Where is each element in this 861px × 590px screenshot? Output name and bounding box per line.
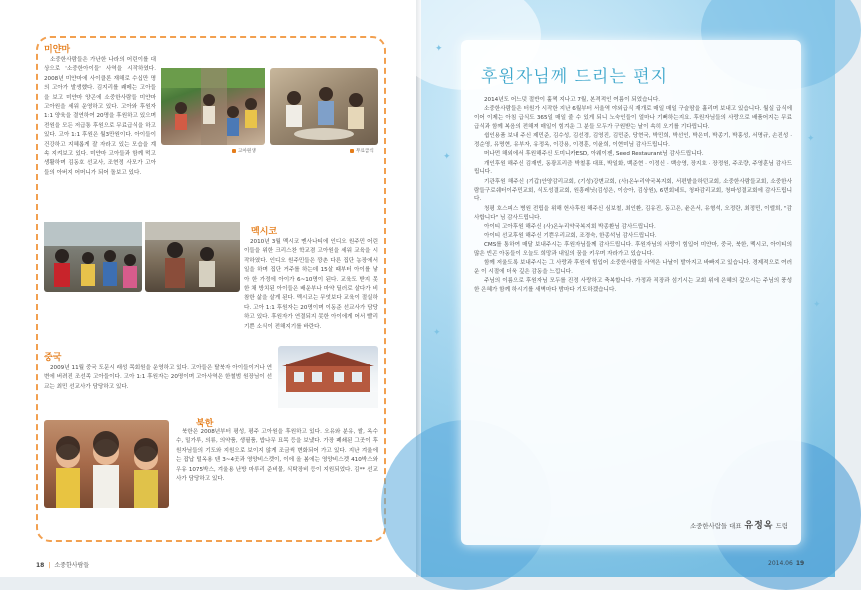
photo-mexico-family xyxy=(145,222,240,292)
photo-myanmar-orphans-art xyxy=(161,68,265,145)
page-footer-right xyxy=(768,560,804,567)
page-number-left: 18 xyxy=(36,562,45,569)
left-page xyxy=(0,0,416,577)
star-icon: ✦ xyxy=(807,134,815,144)
letter-body xyxy=(474,96,792,488)
caption-meal xyxy=(350,148,374,154)
section-text-mexico-upper: 2010년 3월 멕시코 멘사나티에 인디오 원주민 어린이들을 위한 크리스찬 학교겸 고아원을 세워 교육을 시작하였다. 인디오 원주민들은 깡촌 다른 집단 농장에서 일을 하며 집단 거주를 하는데 15살 때부터 아이를 낳아 한 가정에 아이가 6~10명이 된다. 교육도 받지 못한 채 방치된 아이들은 배운부나 마약 딜러로 살다가 비참한 삶을 살게 된다. 멕시코는 무엇보다 교육이 절실하다. 고아 1:1 후원자는 20명이며 이동준 선교사가 담당하고 있다. 후원자가 연결되지 못한 아이에게 어서 빨리 기쁜 소식이 전해지기를 바란다. xyxy=(244,239,378,330)
section-title-northkorea: 북한 xyxy=(196,419,214,429)
section-title-mexico: 멕시코 xyxy=(251,227,278,237)
footer-label-right: 2014.06 xyxy=(768,560,793,567)
letter-title: 후원자님께 드리는 편지 xyxy=(481,67,669,87)
section-text-china: 2009년 11월 중국 도문시 래성 목회원을 운영하고 있다. 고아들은 탈북자 아이들이거나 연변에 버려진 조선족 고아들이다. 고아 1:1 후원자는 20명이며 고아사역은 한철범 원장님이 선교는 최민 선교사가 담당하고 있다. xyxy=(44,365,272,390)
caption-dot-icon xyxy=(350,149,354,153)
letter-paragraph: CMS를 통하여 매달 보내주시는 후원자님들께 감사드립니다. 후원자님의 사랑이 힘입어 미얀마, 중국, 북한, 멕시코, 아이티의 많은 빈곤 아동들이 오늘도 희망과 내일의 꿈을 키우며 자라가고 있습니다. xyxy=(474,242,792,258)
photo-myanmar-orphans xyxy=(161,68,265,145)
photo-northkorea-children xyxy=(44,420,169,508)
photo-myanmar-meal xyxy=(270,68,378,145)
letter-paragraph: 아이티 고아후원 해주신 (사)온누리약국복지회 박종환님 감사드립니다. xyxy=(484,223,656,230)
star-icon: ✦ xyxy=(443,152,451,162)
photo-mexico-family-art xyxy=(145,222,240,292)
letter-paragraph: 2014년도 어느덧 절반이 훌쩍 지나고 7월, 본격적인 여름이 되었습니다. xyxy=(484,97,661,103)
section-text-mexico-lower xyxy=(44,294,378,340)
star-icon: ✦ xyxy=(813,300,821,310)
letter-paragraph: 소중한사람들은 터원가 시작한 지난 6월부터 서울역 야외급식 재개로 매일 매일 구슬땀을 흘리며 보내고 있습니다. 월실 급식에 이어 이제는 아침 급식도 365일 매일 줄 수 있게 되니 노숙인들이 얼마나 기뻐하는지요. 후원자님들의 사랑으로 배품어지는 무료 급식과 함께 복음의 전해져 매일이 힘겨운 그 분들 모두가 구원받는 날이 속히 오기를 기다립니다. xyxy=(474,106,792,131)
photo-northkorea-children-art xyxy=(44,420,169,508)
signature-org: 소중한사람들 대표 xyxy=(690,522,742,530)
signature-suffix: 드림 xyxy=(775,522,788,530)
letter-paragraph: 함께 저울도록 보내주시는 그 사랑과 후원에 힘입어 소중한사람들 사역은 나날이 발아지고 바빠지고 있습니다. 경제적으로 여러운 이 시절에 더욱 깊은 감동을 느낍니다. xyxy=(474,260,792,276)
section-text-myanmar: 소중한사람들은 가난한 나라의 어린이를 대상으로 '소중한아이들' 사역을 시작하였다. 2008년 미얀마에 사이클론 재해로 수십만 명의 고아가 발생했다. 김지리를 쾌메는 고아들을 보고 미얀마 양곤에 소중한사람들 미얀마 고아원을 세워 운영하고 있다. 고아와 후원자 1:1 양육을 결연하여 20명을 후원하고 있으며 전원을 모든 저급통 후원으로 무료급식을 하고 있다. 고아 1:1 후원은 월3만원이다. 아이들이 건강하고 지혜롭게 잘 자라고 있는 모습을 계속 지켜보고 있다. 미얀마 고아들과 함께 먹고 생활하며 김동호 선교사, 조현정 사모가 고아들의 아버지 어머니가 되어 돌보고 있다. xyxy=(44,57,156,176)
letter-paragraph: 쉽인용품 보내 주신 제민준, 김수성, 김선경, 김영진, 김민준, 당현국, 박민희, 박선인, 박은미, 박종기, 박홍성, 서명규, 손진성 · 정순영, 유명현, 유부자, 유정옥, 이강용, 이경훈, 이윤희, 이현미님 감사드립니다. xyxy=(474,133,792,149)
letter-paragraph: 청평 호스피스 병원 전립을 위해 헌사후원 해주신 심보철, 최인환, 김유진, 동고은, 윤은서, 유형석, 오정란, 최정민, 이엘희, "감사합니다" 님 감사드립니다. xyxy=(474,205,792,221)
footer-separator: | xyxy=(48,562,51,569)
caption-meal-text: 무료급식 xyxy=(356,149,374,154)
page-footer-left xyxy=(36,560,89,569)
caption-orphans xyxy=(232,148,256,154)
letter-paragraph: 아이티 선교후원 해주신 기쁜우리교회, 조경숙, 한종석님 감사드립니다. xyxy=(484,232,657,239)
photo-china-building xyxy=(278,346,378,408)
caption-orphans-text: 고아원생 xyxy=(238,149,256,154)
signature-name: 유정옥 xyxy=(744,521,774,531)
photo-china-building-art xyxy=(278,346,378,408)
letter-paragraph: 개인후원 해주신 김재빈, 동광프리즘 박철홍 대표, 박일화, 백준현 · 이정신 · 백승영, 장지호 · 장정원, 주조량, 주영훈님 감사드립니다. xyxy=(474,160,792,176)
page-number-right: 19 xyxy=(795,560,805,567)
section-text-northkorea: 북한은 2008년부터 평성, 평주 고아원을 후원하고 있다. 오유와 분유, 쌀, 옥수수, 밀가루, 의류, 의약품, 생필품, 밥나무 묘목 등을 보냈다. 가장 폐쇄된 그곳이 후원자님들의 기도와 지원으로 보이지 않게 조금씩 변화되어 가고 있다. 지난 겨울에는 잡납 털옥용 텐 3~4곳과 영양비스켓이, 이에 올 봄에는 영양비스켓 410박스와 우유 1075박스, 겨울용 난방 마루리 준비물, 식탁장비 등이 지원되었다. 김** 선교사가 담당하고 있다. xyxy=(176,429,378,483)
letter-paragraph: 주님의 이름으로 후원자님 모두를 진정 사랑하고 축복합니다. 가정과 직장과 섬기시는 교회 위에 은혜의 갚으시는 주님의 풍성한 은혜가 함께 하시기를 새벽마다 밤마다 기도하겠습니다. xyxy=(474,278,792,294)
photo-mexico-children xyxy=(44,222,142,292)
letter-paragraph: 기관후원 해주신 (기갑)안양감리교회, (기성)강변교회, (사)온누리약국복지회, 서편밭을하던교회, 소중한사람들교회, 소중한사람들구로쉐터이주민교회, 식도성결교회, 원흥레닛(김성은, 이승아, 김상원), 6번회네트, 청파감리교회, 청파성결교회에 감사드립니다. xyxy=(474,178,792,203)
section-title-myanmar: 미얀마 xyxy=(44,45,71,55)
letter-paragraph: 머나먼 해외에서 후원해주신 도미니카ESD, 아웨이젠, Seed Restaurant님 감사드립니다. xyxy=(484,151,704,158)
star-icon: ✦ xyxy=(435,44,443,54)
footer-title-left: 소중한사람들 xyxy=(54,562,90,569)
caption-dot-icon xyxy=(232,149,236,153)
section-title-china: 중국 xyxy=(44,353,62,363)
letter-signature xyxy=(690,518,788,531)
photo-myanmar-meal-art xyxy=(270,68,378,145)
star-icon: ✦ xyxy=(433,328,441,338)
photo-mexico-children-art xyxy=(44,222,142,292)
